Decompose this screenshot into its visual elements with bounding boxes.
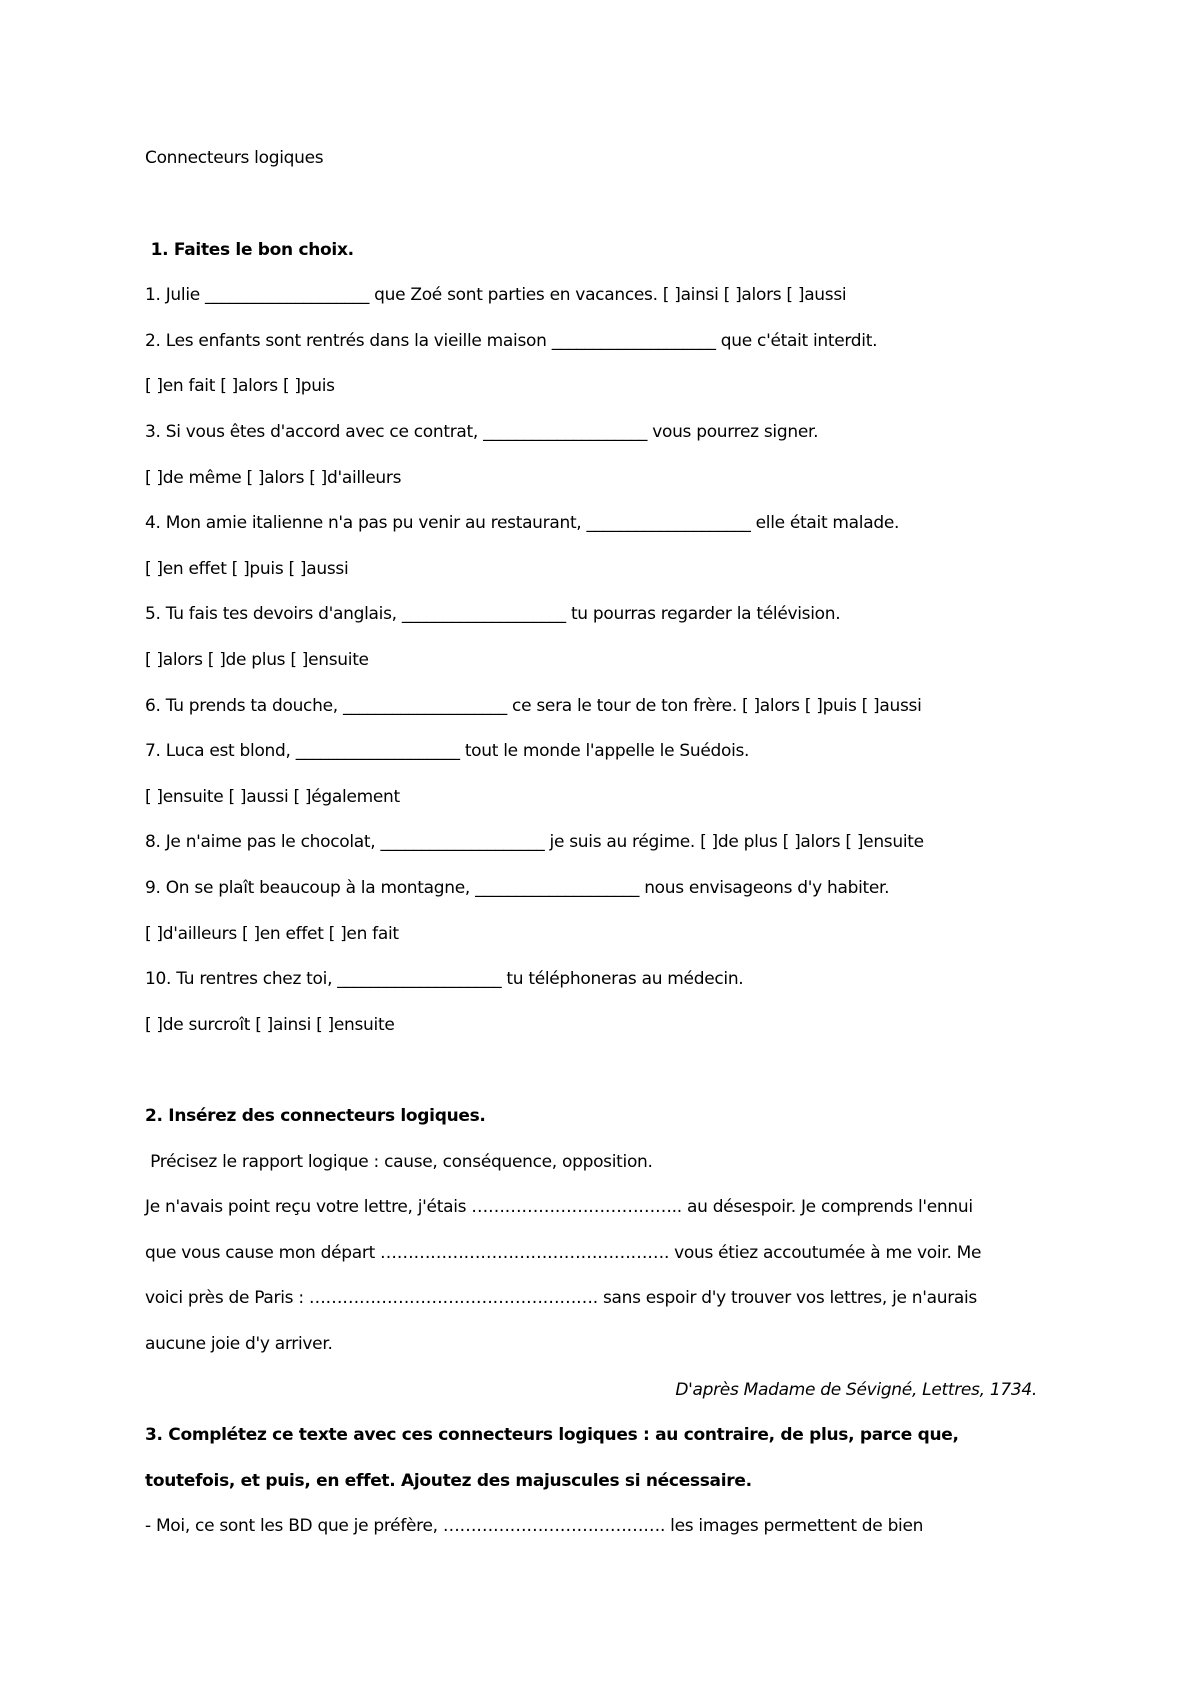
exercise-1-line: 5. Tu fais tes devoirs d'anglais, ____________________ tu pourras regarder la télévision. bbox=[145, 604, 841, 624]
exercise-1-line: 9. On se plaît beaucoup à la montagne, ____________________ nous envisageons d'y habiter. bbox=[145, 878, 890, 898]
exercise-1-line: 8. Je n'aime pas le chocolat, ____________________ je suis au régime. [ ]de plus [ ]alors [ ]ensuite bbox=[145, 832, 924, 852]
exercise-2-heading: 2. Insérez des connecteurs logiques. bbox=[145, 1106, 486, 1126]
page-title: Connecteurs logiques bbox=[145, 148, 324, 168]
exercise-1-line: 10. Tu rentres chez toi, ____________________ tu téléphoneras au médecin. bbox=[145, 969, 744, 989]
exercise-1-options: [ ]de même [ ]alors [ ]d'ailleurs bbox=[145, 468, 402, 488]
exercise-3-heading: toutefois, et puis, en effet. Ajoutez des majuscules si nécessaire. bbox=[145, 1471, 752, 1491]
exercise-1-line: 4. Mon amie italienne n'a pas pu venir au restaurant, ____________________ elle était malade. bbox=[145, 513, 900, 533]
exercise-2-text-line: voici près de Paris : ……………………………………………. sans espoir d'y trouver vos lettres, je n'aurais bbox=[145, 1288, 977, 1308]
exercise-1-line: 7. Luca est blond, ____________________ tout le monde l'appelle le Suédois. bbox=[145, 741, 750, 761]
exercise-1-options: [ ]en fait [ ]alors [ ]puis bbox=[145, 376, 335, 396]
exercise-1-line: 3. Si vous êtes d'accord avec ce contrat, ____________________ vous pourrez signer. bbox=[145, 422, 819, 442]
exercise-3-text-line: - Moi, ce sont les BD que je préfère, …………………………………. les images permettent de bien bbox=[145, 1516, 924, 1536]
exercise-1-line: 6. Tu prends ta douche, ____________________ ce sera le tour de ton frère. [ ]alors [ ]puis [ ]aussi bbox=[145, 696, 922, 716]
exercise-2-text-line: que vous cause mon départ ……………………………………………. vous étiez accoutumée à me voir. Me bbox=[145, 1243, 982, 1263]
exercise-1-heading: 1. Faites le bon choix. bbox=[145, 240, 354, 260]
exercise-1-options: [ ]de surcroît [ ]ainsi [ ]ensuite bbox=[145, 1015, 395, 1035]
exercise-2-source: D'après Madame de Sévigné, Lettres, 1734. bbox=[675, 1380, 1037, 1400]
exercise-1-options: [ ]en effet [ ]puis [ ]aussi bbox=[145, 559, 349, 579]
exercise-1-options: [ ]d'ailleurs [ ]en effet [ ]en fait bbox=[145, 924, 399, 944]
exercise-2-text-line: Je n'avais point reçu votre lettre, j'étais ……………………………….. au désespoir. Je comprends l'ennui bbox=[145, 1197, 973, 1217]
exercise-3-heading: 3. Complétez ce texte avec ces connecteurs logiques : au contraire, de plus, parce que, bbox=[145, 1425, 959, 1445]
exercise-1-line: 1. Julie ____________________ que Zoé sont parties en vacances. [ ]ainsi [ ]alors [ ]aussi bbox=[145, 285, 847, 305]
exercise-2-instruction: Précisez le rapport logique : cause, conséquence, opposition. bbox=[145, 1152, 653, 1172]
exercise-2-text-line: aucune joie d'y arriver. bbox=[145, 1334, 333, 1354]
exercise-1-options: [ ]alors [ ]de plus [ ]ensuite bbox=[145, 650, 369, 670]
exercise-1-options: [ ]ensuite [ ]aussi [ ]également bbox=[145, 787, 400, 807]
exercise-1-line: 2. Les enfants sont rentrés dans la vieille maison ____________________ que c'était interdit. bbox=[145, 331, 878, 351]
